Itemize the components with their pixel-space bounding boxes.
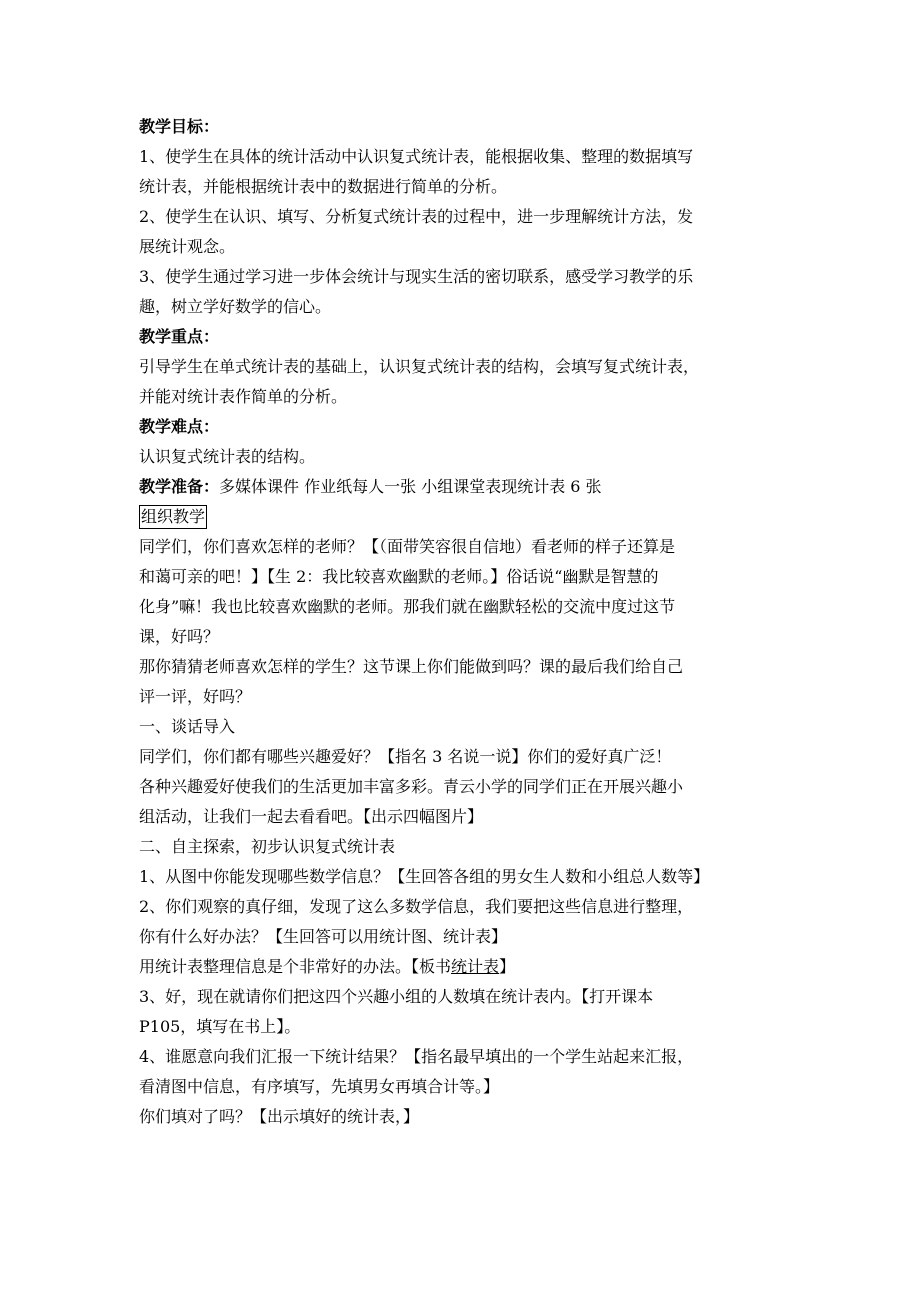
organize-heading: 组织教学 [139,505,207,529]
difficulty-line-1: 认识复式统计表的结构。 [139,447,316,466]
board-post-text: 】 [499,957,516,976]
objective-2-line-2: 展统计观念。 [139,237,236,256]
document-page [139,112,799,1132]
section2-q3-line-1: 3、好，现在就请你们把这四个兴趣小组的人数填在统计表内。【打开课本 [139,987,654,1006]
preparation-label: 教学准备： [139,477,220,496]
section2-q2-line-1: 2、你们观察的真仔细，发现了这么多数学信息，我们要把这些信息进行整理， [139,897,694,916]
difficulty-heading: 教学难点： [139,417,220,436]
section2-q3-line-2: P105，填写在书上】。 [139,1017,301,1036]
section1-line-3: 组活动，让我们一起去看看吧。【出示四幅图片】 [139,807,484,826]
section2-q4-line-1: 4、谁愿意向我们汇报一下统计结果？【指名最早填出的一个学生站起来汇报， [139,1047,694,1066]
objective-3-line-2: 趣，树立学好数学的信心。 [139,297,332,316]
organize-p1-line-1: 同学们，你们喜欢怎样的老师？【（面带笑容很自信地）看老师的样子还算是 [139,537,676,556]
objective-2-line-1: 2、使学生在认识、填写、分析复式统计表的过程中，进一步理解统计方法，发 [139,207,694,226]
section2-q4-line-2: 看清图中信息，有序填写，先填男女再填合计等。】 [139,1077,500,1096]
organize-heading-line [139,502,799,532]
section1-line-2: 各种兴趣爱好使我们的生活更加丰富多彩。青云小学的同学们正在开展兴趣小 [139,777,684,796]
key-points-line-2: 并能对统计表作简单的分析。 [139,387,348,406]
section2-last-line: 你们填对了吗？【出示填好的统计表，】 [139,1107,420,1126]
objectives-heading: 教学目标： [139,117,220,136]
section1-line-1: 同学们，你们都有哪些兴趣爱好？【指名 3 名说一说】你们的爱好真广泛！ [139,747,672,766]
section2-q1: 1、从图中你能发现哪些数学信息？【生回答各组的男女生人数和小组总人数等】 [139,867,710,886]
section2-board-line [139,952,799,982]
organize-p1-line-2: 和蔼可亲的吧！】【生 2：我比较喜欢幽默的老师。】俗话说“幽默是智慧的 [139,567,659,586]
section2-heading: 二、自主探索，初步认识复式统计表 [139,837,396,856]
key-points-heading: 教学重点： [139,327,220,346]
organize-p2-line-2: 评一评，好吗？ [139,687,252,706]
preparation-text: 多媒体课件 作业纸每人一张 小组课堂表现统计表 6 张 [219,477,602,496]
board-pre-text: 用统计表整理信息是个非常好的办法。【板书 [139,957,452,976]
organize-p1-line-4: 课，好吗？ [139,627,220,646]
section1-heading: 一、谈话导入 [139,717,236,736]
organize-p1-line-3: 化身”嘛！我也比较喜欢幽默的老师。那我们就在幽默轻松的交流中度过这节 [139,597,676,616]
section2-q2-line-2: 你有什么好办法？【生回答可以用统计图、统计表】 [139,927,508,946]
organize-p2-line-1: 那你猜猜老师喜欢怎样的学生？这节课上你们能做到吗？课的最后我们给自己 [139,657,684,676]
objective-1-line-1: 1、使学生在具体的统计活动中认识复式统计表，能根据收集、整理的数据填写 [139,147,694,166]
objective-3-line-1: 3、使学生通过学习进一步体会统计与现实生活的密切联系，感受学习教学的乐 [139,267,694,286]
objective-1-line-2: 统计表，并能根据统计表中的数据进行简单的分析。 [139,177,508,196]
key-points-line-1: 引导学生在单式统计表的基础上，认识复式统计表的结构，会填写复式统计表， [139,357,700,376]
board-underlined-text: 统计表 [451,957,500,976]
preparation-line [139,472,799,502]
